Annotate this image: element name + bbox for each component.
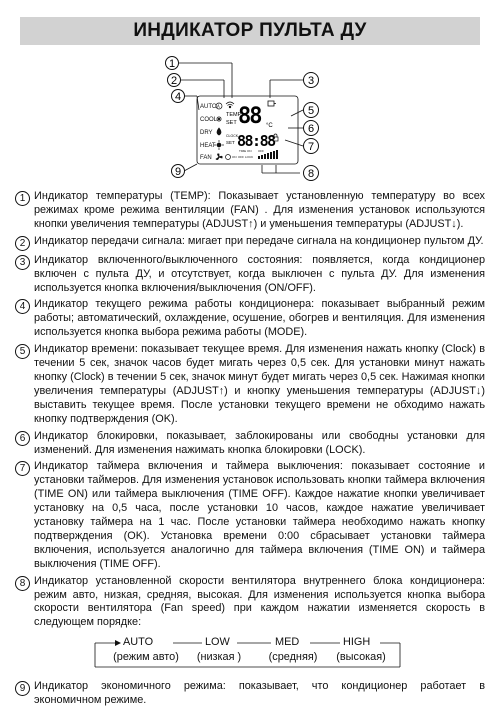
svg-text:1: 1 <box>168 58 176 70</box>
set-label: SET <box>226 120 237 126</box>
callout-2 <box>168 74 181 88</box>
svg-text:9: 9 <box>174 166 182 178</box>
fan-speed-arrows <box>15 634 485 674</box>
speed-low-desc: (низкая ) <box>196 651 242 664</box>
fan-mode-icon <box>216 154 222 160</box>
svg-text:8: 8 <box>307 168 315 180</box>
speed-auto: AUTO <box>123 636 154 649</box>
speed-med: MED <box>275 636 300 649</box>
svg-text:4: 4 <box>174 91 182 103</box>
item-number: 3 <box>15 255 30 270</box>
svg-text:7: 7 <box>307 141 315 153</box>
item-text: Индикатор текущего режима работы кондиционера: показывает выбранный режим работы; автоматический, охлаждение, осушение, обогрев и вентиляция. Для изменения используется кнопка выбора режима работы (MODE). <box>34 298 485 339</box>
speed-low: LOW <box>205 636 230 649</box>
callout-9 <box>172 165 185 179</box>
auto-mode-icon <box>216 103 222 109</box>
signal-icon <box>226 102 234 108</box>
speed-high-desc: (высокая) <box>336 651 386 664</box>
item-text: Индикатор блокировки, показывает, заблокированы или свободны установки для изменений. Для изменения нажимать кнопка блокировки (LOCK). <box>34 429 485 456</box>
list-item-6 <box>15 430 485 458</box>
set-label-2: SET <box>226 140 235 145</box>
item-number: 4 <box>15 299 30 314</box>
item-text: Индикатор включенного/выключенного состояния: появляется, когда кондиционер включен с пульта ДУ, и отсутствует, когда выключен с пульта ДУ. Для изменения используется кнопка включения/выключения (ON/OFF). <box>34 253 485 294</box>
tiny-label-on: ON <box>232 155 237 159</box>
item-number: 9 <box>15 681 30 696</box>
tiny-label-lock: LOCK <box>245 155 254 159</box>
item-number: 1 <box>15 191 30 206</box>
dry-mode-icon <box>217 128 221 135</box>
list-item-8 <box>15 575 485 631</box>
time-on-label: TIME ON <box>239 149 252 153</box>
svg-text:2: 2 <box>170 75 178 87</box>
svg-text:3: 3 <box>307 75 315 87</box>
item-number: 2 <box>15 236 30 251</box>
indicator-list <box>15 190 485 711</box>
list-item-4 <box>15 298 485 340</box>
list-item-3 <box>15 254 485 296</box>
item-text: Индикатор таймера включения и таймера выключения: показывает состояние и установки таймеров. Для изменения установок использовать кнопки таймера включения (TIME ON) или таймера выключения (TIME OFF). Каждое нажатие кнопки увеличивает установку на 0,5 часа, после установки 10 часов, каждое нажатие увеличивает установку таймера на 1 час. После установки таймера необходимо нажать кнопку подтверждения (OK). Установка времени 0:00 сбрасывает установки таймера включения, используется аналогично для таймера включения (TIME ON) и таймера выключения (TIME OFF). <box>34 460 485 570</box>
svg-text:A: A <box>217 104 220 109</box>
callout-5 <box>304 103 319 118</box>
remote-display-diagram <box>0 50 500 185</box>
item-number: 8 <box>15 576 30 591</box>
callout-1 <box>166 57 179 71</box>
speed-med-desc: (средняя) <box>268 651 318 664</box>
speed-auto-desc: (режим авто) <box>113 651 179 664</box>
speed-high: HIGH <box>343 636 371 649</box>
time-digits: 88:88 <box>237 132 275 150</box>
mode-dry-label: DRY <box>200 130 213 136</box>
item-text: Индикатор температуры (TEMP): Показывает установленную температуру во всех режимах кроме режима вентиляции (FAN) . Для изменения установок используются кнопки увеличения температуры (ADJUST↑) и уменьшения температуры (ADJUST↓). <box>34 190 485 230</box>
callout-3 <box>304 73 319 88</box>
economy-icon <box>226 155 231 160</box>
time-off-label: OFF <box>258 149 264 153</box>
clock-label: CLOCK <box>226 134 239 138</box>
callout-6 <box>304 121 319 136</box>
temp-label: TEMP <box>226 112 242 118</box>
callout-8 <box>304 166 319 181</box>
list-item-9 <box>15 680 485 708</box>
mode-cool-label: COOL <box>200 117 218 123</box>
item-text: Индикатор экономичного режима: показывает, что кондиционер работает в экономичном режиме. <box>34 680 485 707</box>
svg-text:6: 6 <box>307 123 315 135</box>
callout-7 <box>304 139 319 154</box>
tiny-label-off: OFF <box>238 155 244 159</box>
page-title: ИНДИКАТОР ПУЛЬТА ДУ <box>133 20 367 41</box>
title-bar <box>20 17 480 45</box>
item-text: Индикатор установленной скорости вентилятора внутреннего блока кондиционера: режим авто, низкая, средняя, высокая. Для изменения используется кнопка выбора скорости вентилятора (Fan speed) при каждом нажатии изменяется скорость в следующем порядке: <box>34 574 485 629</box>
list-item-1 <box>15 190 485 232</box>
list-item-5 <box>15 343 485 426</box>
mode-auto-label: AUTO <box>200 104 217 110</box>
item-number: 5 <box>15 344 30 359</box>
list-item-7 <box>15 460 485 571</box>
item-number: 6 <box>15 431 30 446</box>
mode-heat-label: HEAT <box>200 143 216 149</box>
temp-digits: 88 <box>238 104 261 129</box>
svg-text:5: 5 <box>307 105 315 117</box>
list-item-2 <box>15 235 485 251</box>
callout-4 <box>172 90 185 104</box>
item-text: Индикатор времени: показывает текущее время. Для изменения нажать кнопку (Clock) в течении 5 сек, значок часов будет мигать через 0,5 сек. Для установки минут нажать кнопку (Clock) в течении 5 сек, значок минут будет мигать через 0,5 сек. Нажимая кнопки увеличения температуры (ADJUST↑) и кнопку уменьшения температуры (ADJUST↓) выставить текущее время. После установки текущего времени не обходимо нажать кнопку подтверждения (OK). <box>34 343 485 425</box>
power-icon <box>268 101 276 106</box>
item-text: Индикатор передачи сигнала: мигает при передаче сигнала на кондиционер пультом ДУ. <box>34 234 484 247</box>
item-number: 7 <box>15 461 30 476</box>
temp-unit: °C <box>266 123 273 129</box>
fan-speed-sequence <box>15 634 485 674</box>
mode-fan-label: FAN <box>200 155 212 161</box>
